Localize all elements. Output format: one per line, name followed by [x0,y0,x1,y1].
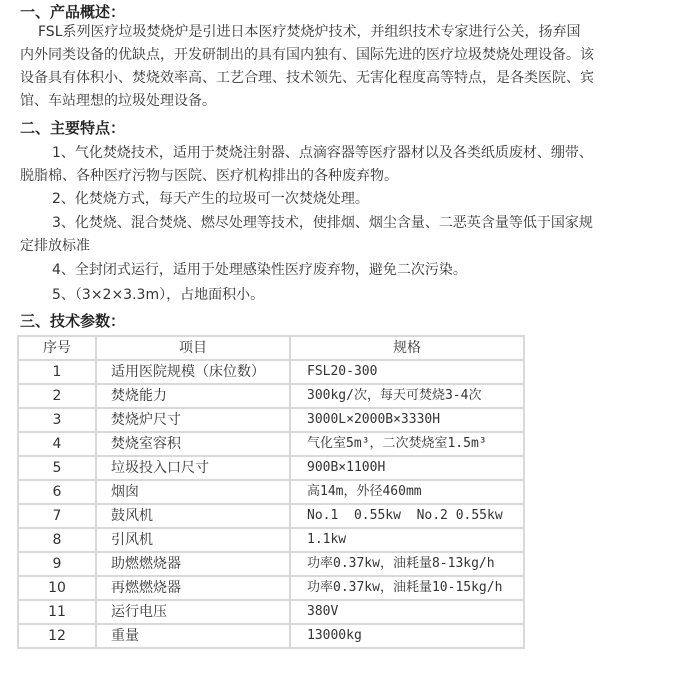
table-header-row [18,336,524,360]
table-row [18,456,524,480]
table-row [18,504,524,528]
header-no: 序号 [18,336,96,360]
row-spec: 1.1kw [290,528,524,552]
table-row [18,528,524,552]
row-no: 4 [18,432,96,456]
spec-table [17,335,525,649]
row-no: 1 [18,360,96,384]
row-no: 3 [18,408,96,432]
feature-line: 定排放标准 [20,238,90,254]
row-item: 引风机 [96,528,290,552]
row-no: 7 [18,504,96,528]
header-spec: 规格 [290,336,524,360]
row-item: 烟囱 [96,480,290,504]
row-spec: 功率0.37kw，油耗量8-13kg/h [290,552,524,576]
row-no: 2 [18,384,96,408]
row-item: 助燃燃烧器 [96,552,290,576]
table-row [18,360,524,384]
row-item: 焚烧室容积 [96,432,290,456]
section-heading-overview: 一、产品概述： [20,3,126,21]
header-item: 项目 [96,336,290,360]
table-row [18,432,524,456]
row-no: 9 [18,552,96,576]
feature-line: 2、化焚烧方式，每天产生的垃圾可一次焚烧处理。 [52,191,369,207]
table-row [18,600,524,624]
section-heading-features: 二、主要特点： [20,119,126,137]
table-row [18,624,524,648]
row-item: 运行电压 [96,600,290,624]
table-row [18,480,524,504]
row-spec: 高14m，外径460mm [290,480,524,504]
table-row [18,408,524,432]
row-item: 垃圾投入口尺寸 [96,456,290,480]
row-item: 重量 [96,624,290,648]
overview-line: 设备具有体积小、焚烧效率高、工艺合理、技术领先、无害化程度高等特点，是各类医院、宾 [20,70,594,86]
row-no: 6 [18,480,96,504]
row-item: 再燃燃烧器 [96,576,290,600]
table-row [18,552,524,576]
feature-line: 5、（3×2×3.3m），占地面积小。 [52,287,265,303]
row-no: 5 [18,456,96,480]
row-item: 焚烧炉尺寸 [96,408,290,432]
overview-line: FSL系列医疗垃圾焚烧炉是引进日本医疗焚烧炉技术，并组织技术专家进行公关，扬弃国 [38,24,581,40]
row-item: 适用医院规模（床位数） [96,360,290,384]
row-spec: 300kg/次，每天可焚烧3-4次 [290,384,524,408]
row-no: 10 [18,576,96,600]
table-row [18,384,524,408]
row-item: 焚烧能力 [96,384,290,408]
feature-line: 4、全封闭式运行，适用于处理感染性医疗废弃物，避免二次污染。 [52,262,467,278]
row-item: 鼓风机 [96,504,290,528]
row-no: 8 [18,528,96,552]
row-spec: FSL20-300 [290,360,524,384]
feature-line: 1、气化焚烧技术，适用于焚烧注射器、点滴容器等医疗器材以及各类纸质废材、绷带、 [52,145,593,161]
feature-line: 脱脂棉、各种医疗污物与医院、医疗机构排出的各种废弃物。 [20,168,398,184]
section-heading-params: 三、技术参数： [20,312,126,330]
overview-line: 馆、车站理想的垃圾处理设备。 [20,93,216,109]
row-spec: 13000kg [290,624,524,648]
row-no: 11 [18,600,96,624]
row-spec: 900B×1100H [290,456,524,480]
row-spec: 气化室5m³，二次焚烧室1.5m³ [290,432,524,456]
row-spec: 380V [290,600,524,624]
row-spec: 功率0.37kw，油耗量10-15kg/h [290,576,524,600]
row-spec: No.1 0.55kw No.2 0.55kw [290,504,524,528]
feature-line: 3、化焚烧、混合焚烧、燃尽处理等技术，使排烟、烟尘含量、二恶英含量等低于国家规 [52,215,593,231]
row-spec: 3000L×2000B×3330H [290,408,524,432]
row-no: 12 [18,624,96,648]
table-row [18,576,524,600]
overview-line: 内外同类设备的优缺点，开发研制出的具有国内独有、国际先进的医疗垃圾焚烧处理设备。该 [20,47,594,63]
